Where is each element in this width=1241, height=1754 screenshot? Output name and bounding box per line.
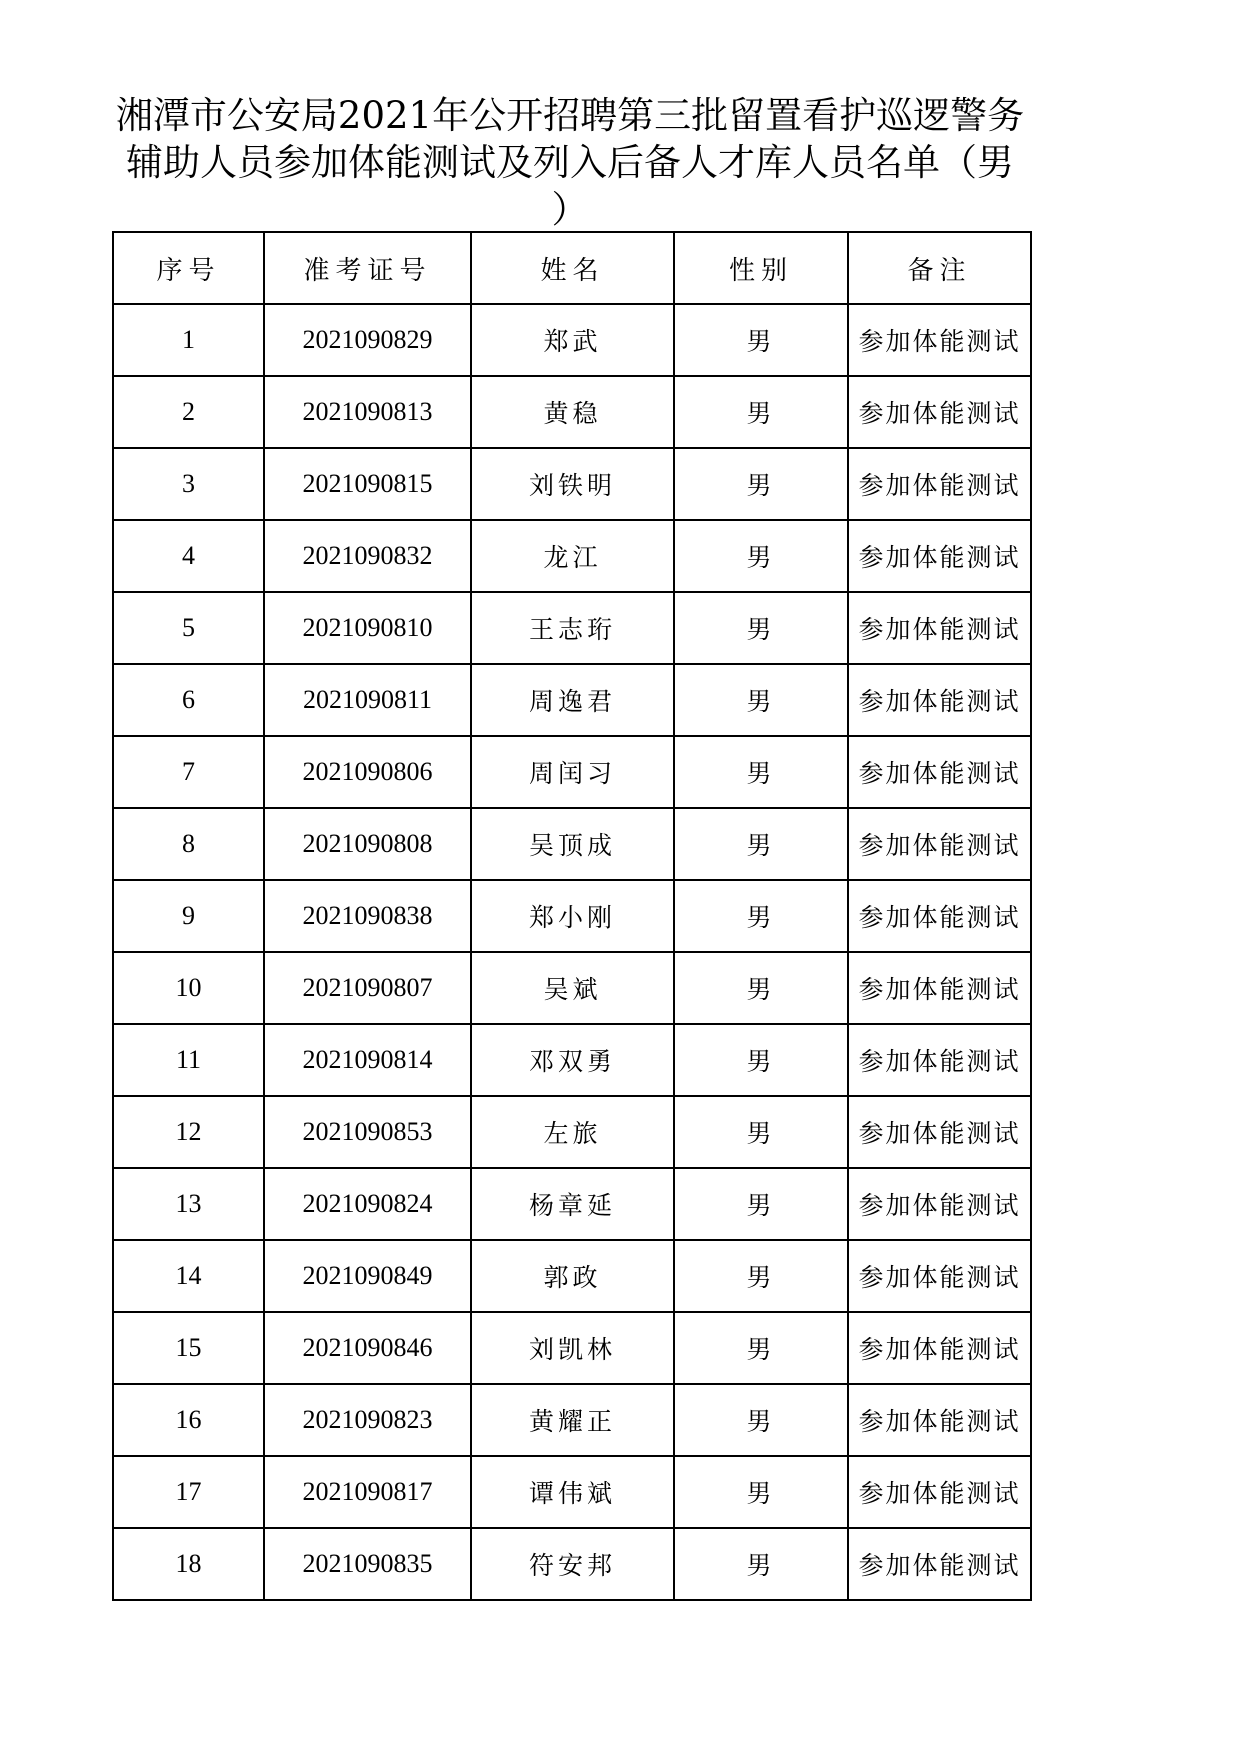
- row-index: 15: [113, 1312, 264, 1384]
- table-row: [113, 1312, 1031, 1384]
- row-exam-id: 2021090810: [264, 592, 471, 664]
- row-gender: 男: [674, 304, 848, 376]
- row-note: 参加体能测试: [848, 880, 1031, 952]
- row-index: 4: [113, 520, 264, 592]
- row-exam-id: 2021090846: [264, 1312, 471, 1384]
- row-index: 1: [113, 304, 264, 376]
- table-row: [113, 1456, 1031, 1528]
- row-exam-id: 2021090832: [264, 520, 471, 592]
- row-index: 7: [113, 736, 264, 808]
- row-exam-id: 2021090829: [264, 304, 471, 376]
- row-gender: 男: [674, 736, 848, 808]
- row-exam-id: 2021090811: [264, 664, 471, 736]
- row-exam-id: 2021090838: [264, 880, 471, 952]
- title-line-2: 辅助人员参加体能测试及列入后备人才库人员名单（男: [126, 141, 1014, 184]
- row-note: 参加体能测试: [848, 1456, 1031, 1528]
- row-note: 参加体能测试: [848, 808, 1031, 880]
- header-gender: 性别: [674, 232, 848, 304]
- row-exam-id: 2021090824: [264, 1168, 471, 1240]
- header-index: 序号: [113, 232, 264, 304]
- row-index: 14: [113, 1240, 264, 1312]
- row-index: 18: [113, 1528, 264, 1600]
- row-note: 参加体能测试: [848, 448, 1031, 520]
- row-index: 6: [113, 664, 264, 736]
- row-index: 5: [113, 592, 264, 664]
- row-gender: 男: [674, 1312, 848, 1384]
- row-exam-id: 2021090806: [264, 736, 471, 808]
- header-note: 备注: [848, 232, 1031, 304]
- row-gender: 男: [674, 1240, 848, 1312]
- row-index: 12: [113, 1096, 264, 1168]
- row-name: 黄耀正: [471, 1384, 674, 1456]
- row-name: 杨章延: [471, 1168, 674, 1240]
- header-name: 姓名: [471, 232, 674, 304]
- row-name: 龙江: [471, 520, 674, 592]
- row-note: 参加体能测试: [848, 1312, 1031, 1384]
- table-row: [113, 664, 1031, 736]
- row-exam-id: 2021090849: [264, 1240, 471, 1312]
- row-note: 参加体能测试: [848, 592, 1031, 664]
- row-gender: 男: [674, 664, 848, 736]
- row-index: 10: [113, 952, 264, 1024]
- row-note: 参加体能测试: [848, 1024, 1031, 1096]
- row-gender: 男: [674, 1168, 848, 1240]
- row-gender: 男: [674, 1456, 848, 1528]
- row-note: 参加体能测试: [848, 304, 1031, 376]
- row-index: 16: [113, 1384, 264, 1456]
- table-row: [113, 1384, 1031, 1456]
- row-name: 周闰习: [471, 736, 674, 808]
- table-row: [113, 1168, 1031, 1240]
- row-gender: 男: [674, 1528, 848, 1600]
- candidate-roster-table: [112, 231, 1032, 1601]
- row-gender: 男: [674, 1384, 848, 1456]
- row-exam-id: 2021090808: [264, 808, 471, 880]
- row-note: 参加体能测试: [848, 1240, 1031, 1312]
- row-name: 邓双勇: [471, 1024, 674, 1096]
- row-gender: 男: [674, 808, 848, 880]
- table-row: [113, 1096, 1031, 1168]
- row-note: 参加体能测试: [848, 376, 1031, 448]
- row-name: 左旅: [471, 1096, 674, 1168]
- row-name: 郑武: [471, 304, 674, 376]
- title-line-1: 湘潭市公安局2021年公开招聘第三批留置看护巡逻警务: [115, 94, 1025, 137]
- table-row: [113, 1240, 1031, 1312]
- title-line-3: ）: [551, 188, 589, 231]
- row-name: 刘铁明: [471, 448, 674, 520]
- table-row: [113, 304, 1031, 376]
- row-gender: 男: [674, 448, 848, 520]
- table-row: [113, 1024, 1031, 1096]
- table-row: [113, 952, 1031, 1024]
- row-gender: 男: [674, 1024, 848, 1096]
- row-note: 参加体能测试: [848, 1168, 1031, 1240]
- row-note: 参加体能测试: [848, 1096, 1031, 1168]
- row-note: 参加体能测试: [848, 1384, 1031, 1456]
- row-exam-id: 2021090807: [264, 952, 471, 1024]
- row-name: 王志珩: [471, 592, 674, 664]
- row-index: 8: [113, 808, 264, 880]
- row-name: 黄稳: [471, 376, 674, 448]
- row-note: 参加体能测试: [848, 736, 1031, 808]
- table-row: [113, 376, 1031, 448]
- row-exam-id: 2021090815: [264, 448, 471, 520]
- table-row: [113, 448, 1031, 520]
- row-name: 吴斌: [471, 952, 674, 1024]
- row-name: 周逸君: [471, 664, 674, 736]
- row-index: 3: [113, 448, 264, 520]
- row-index: 17: [113, 1456, 264, 1528]
- row-exam-id: 2021090814: [264, 1024, 471, 1096]
- table-header-row: [113, 232, 1031, 304]
- row-exam-id: 2021090853: [264, 1096, 471, 1168]
- row-gender: 男: [674, 1096, 848, 1168]
- row-note: 参加体能测试: [848, 1528, 1031, 1600]
- document-title: [100, 92, 1040, 233]
- table-row: [113, 880, 1031, 952]
- row-gender: 男: [674, 376, 848, 448]
- row-index: 9: [113, 880, 264, 952]
- table-row: [113, 520, 1031, 592]
- row-name: 谭伟斌: [471, 1456, 674, 1528]
- table-row: [113, 808, 1031, 880]
- row-gender: 男: [674, 952, 848, 1024]
- row-exam-id: 2021090813: [264, 376, 471, 448]
- row-index: 11: [113, 1024, 264, 1096]
- row-exam-id: 2021090817: [264, 1456, 471, 1528]
- row-gender: 男: [674, 520, 848, 592]
- table-body: [113, 304, 1031, 1600]
- header-exam-id: 准考证号: [264, 232, 471, 304]
- row-name: 郑小刚: [471, 880, 674, 952]
- row-exam-id: 2021090835: [264, 1528, 471, 1600]
- row-note: 参加体能测试: [848, 952, 1031, 1024]
- row-exam-id: 2021090823: [264, 1384, 471, 1456]
- row-name: 刘凯林: [471, 1312, 674, 1384]
- row-note: 参加体能测试: [848, 664, 1031, 736]
- row-name: 郭政: [471, 1240, 674, 1312]
- row-index: 13: [113, 1168, 264, 1240]
- table-row: [113, 736, 1031, 808]
- row-name: 符安邦: [471, 1528, 674, 1600]
- row-name: 吴顶成: [471, 808, 674, 880]
- row-gender: 男: [674, 592, 848, 664]
- row-note: 参加体能测试: [848, 520, 1031, 592]
- row-gender: 男: [674, 880, 848, 952]
- table-row: [113, 1528, 1031, 1600]
- row-index: 2: [113, 376, 264, 448]
- table-row: [113, 592, 1031, 664]
